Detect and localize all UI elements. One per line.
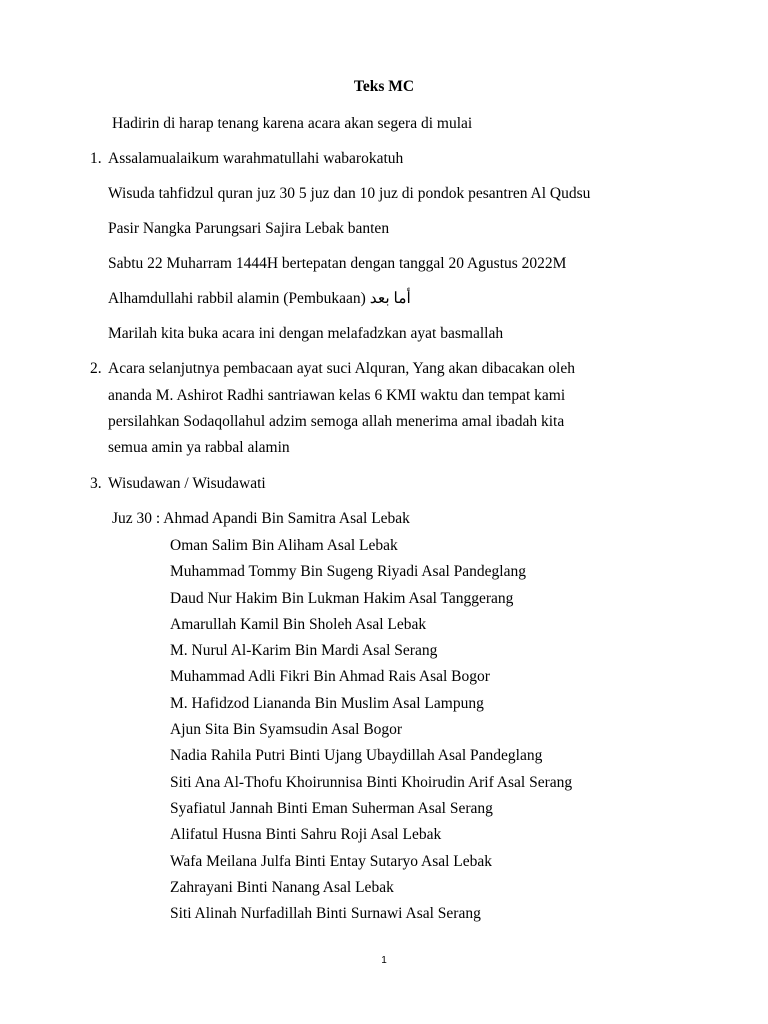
item-1-line: Assalamualaikum warahmatullahi wabarokatuh [108,150,404,167]
graduate-name: M. Nurul Al-Karim Bin Mardi Asal Serang [170,642,438,660]
graduate-name: Siti Alinah Nurfadillah Binti Surnawi Asal Serang [170,905,481,923]
intro-text: Hadirin di harap tenang karena acara akan segera di mulai [112,115,473,132]
juz-30-first-row [112,509,410,529]
graduate-name: Alifatul Husna Binti Sahru Roji Asal Lebak [170,826,442,844]
graduate-name: Syafiatul Jannah Binti Eman Suherman Asal Serang [170,799,493,817]
graduate-name: Daud Nur Hakim Bin Lukman Hakim Asal Tanggerang [170,589,514,607]
graduate-name: Ahmad Apandi Bin Samitra Asal Lebak [163,510,410,527]
graduate-name: M. Hafidzod Liananda Bin Muslim Asal Lampung [170,694,484,712]
item-1-line: Alhamdullahi rabbil alamin (Pembukaan) أما بعد [108,290,411,307]
graduate-name: Nadia Rahila Putri Binti Ujang Ubaydillah Asal Pandeglang [170,747,543,765]
item-2-line: persilahkan Sodaqollahul adzim semoga allah menerima amal ibadah kita [108,413,565,430]
graduate-list [170,536,572,957]
item-3-number: 3. [90,475,102,492]
item-1-line: Pasir Nangka Parungsari Sajira Lebak banten [108,220,390,237]
graduate-name: Muhammad Adli Fikri Bin Ahmad Rais Asal Bogor [170,668,490,686]
juz-label: Juz 30 : [112,510,164,527]
document-title: Teks MC [353,78,415,95]
item-2-line: Acara selanjutnya pembacaan ayat suci Alquran, Yang akan dibacakan oleh [108,360,575,377]
item-1-number: 1. [90,150,102,167]
item-1-line: Wisuda tahfidzul quran juz 30 5 juz dan 10 juz di pondok pesantren Al Qudsu [108,185,591,202]
graduate-name: Zahrayani Binti Nanang Asal Lebak [170,878,394,896]
graduate-name: Ajun Sita Bin Syamsudin Asal Bogor [170,721,403,739]
graduate-name: Wafa Meilana Julfa Binti Entay Sutaryo Asal Lebak [170,852,493,870]
item-1-line: Sabtu 22 Muharram 1444H bertepatan dengan tanggal 20 Agustus 2022M [108,255,567,272]
graduate-name: Amarullah Kamil Bin Sholeh Asal Lebak [170,615,427,633]
item-2-number: 2. [90,360,102,377]
graduate-name [170,930,572,956]
item-2-line: ananda M. Ashirot Radhi santriawan kelas 6 KMI waktu dan tempat kami [108,387,566,404]
graduate-name: Muhammad Tommy Bin Sugeng Riyadi Asal Pandeglang [170,563,526,581]
graduate-name: Oman Salim Bin Aliham Asal Lebak [170,537,398,554]
item-2-line: semua amin ya rabbal alamin [108,439,290,456]
page-number: 1 [381,955,387,966]
graduate-name: Siti Ana Al-Thofu Khoirunnisa Binti Khoirudin Arif Asal Serang [170,773,573,791]
item-1-line: Marilah kita buka acara ini dengan melafadzkan ayat basmallah [108,325,504,342]
item-3-heading: Wisudawan / Wisudawati [108,475,266,492]
